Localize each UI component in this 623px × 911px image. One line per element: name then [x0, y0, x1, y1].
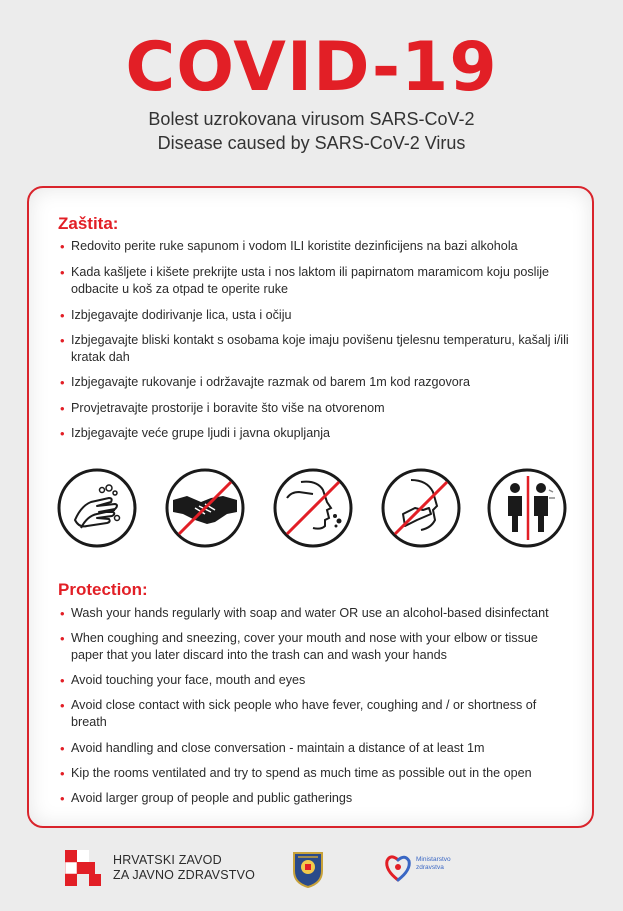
- list-item: • Provjetravajte prostorije i boravite što više na otvorenom: [60, 400, 570, 417]
- no-face-touching-icon: [273, 468, 353, 548]
- hzjz-logo-icon: [65, 850, 101, 886]
- list-item: • Redovito perite ruke sapunom i vodom ILI koristite dezinficijens na bazi alkohola: [60, 238, 570, 255]
- subtitle-croatian: Bolest uzrokovana virusom SARS-CoV-2: [148, 109, 475, 129]
- hzjz-name-line1: HRVATSKI ZAVOD: [113, 853, 222, 867]
- ministry-of-health-logo-icon: [381, 850, 415, 884]
- list-item: • Kada kašljete i kišete prekrijte usta i nos laktom ili papirnatom maramicom koju poslije odbacite u koš za otpad te operite ruke: [60, 264, 570, 298]
- ministry-name-line2: zdravstva: [416, 864, 444, 871]
- icon-row: [57, 468, 567, 548]
- list-item: • Kip the rooms ventilated and try to spend as much time as possible out in the open: [60, 765, 570, 782]
- list-item: • Avoid larger group of people and public gatherings: [60, 790, 570, 807]
- hzjz-name: [113, 853, 255, 883]
- no-cough-touch-icon: [381, 468, 461, 548]
- heading-croatian: Zaštita:: [58, 214, 119, 233]
- info-card: [27, 186, 594, 828]
- list-item: • When coughing and sneezing, cover your mouth and nose with your elbow or tissue paper that you later discard into the trash can and wash your hands: [60, 630, 570, 664]
- footer: [0, 840, 623, 900]
- list-item: • Izbjegavajte veće grupe ljudi i javna okupljanja: [60, 425, 570, 442]
- ministry-name: [416, 856, 451, 872]
- hzjz-name-line2: ZA JAVNO ZDRAVSTVO: [113, 868, 256, 882]
- ministry-name-line1: Ministarstvo: [416, 856, 451, 863]
- list-item: • Izbjegavajte bliski kontakt s osobama koje imaju povišenu tjelesnu temperaturu, kašalj i/ili kratak dah: [60, 332, 570, 366]
- social-distancing-icon: [487, 468, 567, 548]
- hand-washing-icon: [57, 468, 137, 548]
- list-item: • Wash your hands regularly with soap and water OR use an alcohol-based disinfectant: [60, 605, 570, 622]
- list-item: • Avoid touching your face, mouth and eyes: [60, 672, 570, 689]
- subtitle-english: Disease caused by SARS-CoV-2 Virus: [157, 133, 466, 153]
- heading-english: Protection:: [58, 580, 148, 599]
- civil-protection-badge-icon: [292, 849, 324, 889]
- list-item: • Izbjegavajte dodirivanje lica, usta i očiju: [60, 307, 570, 324]
- list-item: • Avoid close contact with sick people who have fever, coughing and / or shortness of breath: [60, 697, 570, 731]
- list-item: • Izbjegavajte rukovanje i održavajte razmak od barem 1m kod razgovora: [60, 374, 570, 391]
- list-item: • Avoid handling and close conversation - maintain a distance of at least 1m: [60, 740, 570, 757]
- page-title: COVID-19: [125, 28, 498, 107]
- no-handshake-icon: [165, 468, 245, 548]
